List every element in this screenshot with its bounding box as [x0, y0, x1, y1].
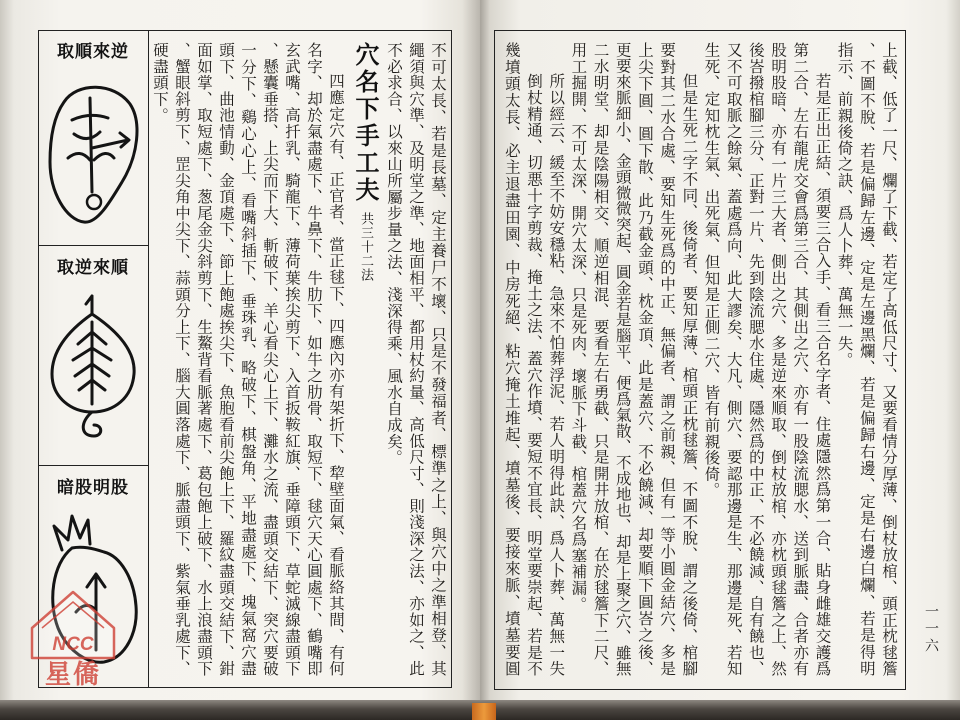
left-page-column: 、蟹眼斜剪下、罡尖角中尖下、蒜頭分上下、腦大圓落處下、脈盡頭下、紫氣垂乳處下、: [173, 42, 191, 676]
right-page-column: 幾墳頭太長、必主退盡田園、中房死絕、粘穴掩土堆起、墳墓後、要接來脈、墳墓要圓: [502, 42, 521, 676]
jagged-top: [54, 516, 90, 550]
right-page-column: 所以經云、緩至不妨安穩粘、急來不怕葬浮泥、若人明得此訣、爲人卜葬、萬無一失: [547, 73, 566, 676]
left-page-column: 不必求合、以來山所屬步量之法、淺深得乘、風水自成矣。: [385, 42, 403, 466]
inner-stroke: [94, 153, 114, 160]
inner-stroke: [74, 132, 100, 139]
right-page-column: 生死、定知枕生氣、出死氣、但知是正側二穴、皆有前親後倚。: [702, 42, 721, 499]
right-page-column: 要對其二水合處、要知生死爲的中正、無偏者、謂之前親、但有一等小圓金結穴、多是: [658, 42, 677, 676]
left-page-column: 不可太長、若是長墓、定主養尸不壞、只是不發福者、標準之上、與穴中之準相登、其: [429, 42, 447, 676]
diagram-cell: [38, 30, 148, 246]
right-page-column: 若是正出正結、須要三合入手、看三合名字者、住處隱然爲第一合、貼身雌雄交護爲: [813, 73, 832, 676]
section-heading-title: 穴名下手工夫: [351, 42, 380, 204]
diagram-label: 取順來逆: [57, 42, 129, 62]
left-page-column: 一分下、鷄心心上、看嘴斜插下、垂珠乳、略破下、棋盤角、平地盡處下、塊氣窩穴盡: [239, 42, 257, 676]
leaf-outline-herringbone-icon: [42, 290, 142, 458]
left-page-column: 硬盡頭下。: [151, 42, 169, 124]
mound-outline-arrow-right-icon: [42, 74, 142, 242]
right-page-column: 用工掘開、不可太深、開穴太深、只是死肉、壞脈下斗截、棺蓋穴名爲塞補漏。: [569, 42, 588, 613]
mound-outline: [50, 87, 137, 222]
left-page-column: 、懸囊垂搭、上尖而下大、斬破下、羊心看尖心上下、灘水之流、盡頭交結下、突穴要破: [261, 42, 279, 676]
left-page-column: 面如掌、取短處下、葱尾金尖斜剪下、生鰲背看脈著處下、葛包飽上破下、水上浪盡頭下: [195, 42, 213, 676]
right-page-column: 股明股暗、亦有一片三大者、側出之穴、多是逆來順取、倒杖放棺、亦枕頭毬簷之上、然: [769, 42, 788, 676]
diagram-cell: [38, 246, 148, 466]
left-page-column: 頭下、曲池情動、金頂處下、節上飽處挨尖下、魚胞看前尖飽上下、羅紋盡頭交結下、鉗: [217, 42, 235, 676]
left-page-text: [149, 42, 449, 676]
right-page-column: 上尖下圓、圓下散、此乃截金頭、枕金頂、此是蓋穴、不必饒減、却要順下圓峇之後、: [635, 42, 654, 676]
right-page-column: 倒杖精通、切悪十字剪裁、掩土之法、蓋穴作墳、要短不宜長、明堂要崇起、若是不: [525, 73, 543, 676]
right-page-column: 後峇撥棺腳三分、正對一片、先到陰流腮水住處、隱然爲的中正、不必饒減、自有饒也、: [746, 42, 765, 676]
watermark-latin: NCC: [52, 634, 94, 655]
section-heading-subtitle: 共三十二法: [358, 212, 373, 282]
diagram-label: 取逆來順: [57, 258, 129, 278]
inner-spine: [90, 98, 92, 192]
right-page-column: 更要來脈細小、金頭微微突起、圓金若是腦平、便爲氣散、不成地也、却是上聚之穴、雖無: [613, 42, 632, 676]
diagram-label: 暗股明股: [57, 478, 129, 498]
ring-mark: [87, 195, 101, 209]
bottom-curl: [83, 412, 101, 436]
top-spike: [86, 296, 92, 314]
right-page-text: [500, 42, 900, 676]
right-page-column: 第二合、左右龍虎交會爲第三合、其側出之穴、亦有一股陰流腮水、送到脈盡、合者亦有: [791, 42, 810, 676]
left-page-column: 名字、却於氣盡處下、牛鼻下、牛肋下、如牛之肋骨、取短下、毬穴天心圓處下、鶴嘴即: [305, 42, 323, 676]
left-page-column: 繩須與穴準、及明堂之準、地面相平、都用杖約量、高低尺寸、則淺深之法、亦如之、此: [407, 42, 425, 676]
right-page-column: 指示、前親後倚之訣、爲人卜葬、萬無一失。: [835, 42, 854, 368]
watermark-chinese: 星僑: [44, 660, 102, 688]
left-page-column: 玄武嘴、高扦乳、騎龍下、薄荷葉挨尖剪下、入首扳鞍紅旗、垂障頭下、草蛇滅線盡頭下: [283, 42, 301, 676]
right-page-column: 上截、低了一尺、爛了下截、若定了高低尺寸、又要看情分厚薄、倒杖放棺、頭正枕毬簷: [880, 42, 898, 676]
right-page-column: 二水明堂、却是陰陽相交、順逆相混、要看左右勇截、只是開井放棺、在於毬簷下二尺、: [591, 42, 610, 676]
bookmark-ribbon: [472, 703, 496, 720]
right-page-column: 、不圖不脫、若是偏歸左邊、定是左邊黑爛、若是偏歸右邊、定是右邊白爛、若是得明: [857, 42, 876, 676]
page-number: 一一六: [923, 604, 939, 655]
right-page-column: 又不可取脈之餘氣、蓋處爲向、此大謬矣、大凡、側穴、要認那邊是生、那邊是死、若知: [724, 42, 743, 676]
watermark-stamp: [26, 582, 120, 688]
inner-stroke: [68, 153, 90, 160]
section-heading: [347, 42, 383, 676]
left-page-column: 四應定穴有、正官者、當正毬下、四應內亦有架折下、犂壁面氣、看脈絡其間、有何: [327, 73, 345, 676]
right-page-column: 但是生死二字不同、後倚者、要知厚薄、棺頭正枕毬簷、不圖不脫、謂之後倚、棺腳: [680, 73, 699, 676]
